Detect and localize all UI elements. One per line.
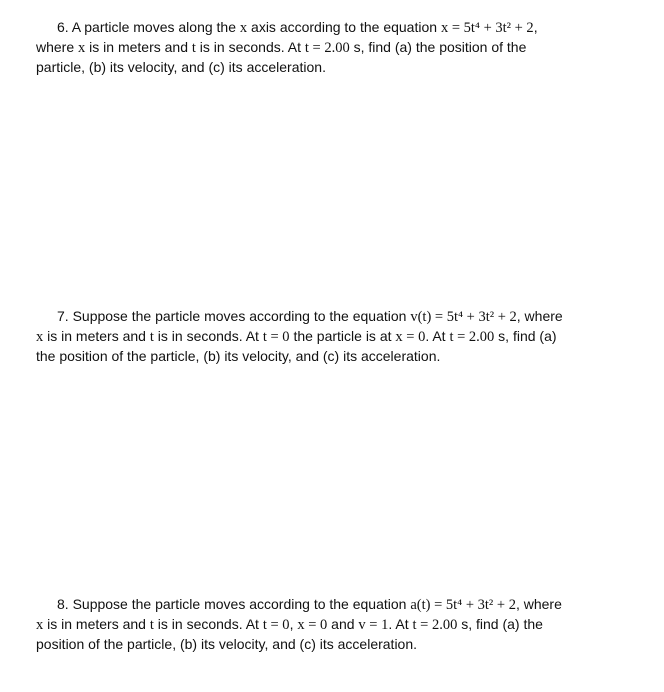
problem-6-line-3: particle, (b) its velocity, and (c) its acceleration. bbox=[36, 59, 326, 75]
problem-7-line-3: the position of the particle, (b) its velocity, and (c) its acceleration. bbox=[36, 348, 441, 364]
problem-7-line-1: 7. Suppose the particle moves according to the equation v(t) = 5t⁴ + 3t² + 2, where bbox=[57, 308, 563, 325]
problem-8-line-2: x is in meters and t is in seconds. At t = 0, x = 0 and v = 1. At t = 2.00 s, find (a) the bbox=[36, 616, 543, 633]
problem-8-line-1: 8. Suppose the particle moves according to the equation a(t) = 5t⁴ + 3t² + 2, where bbox=[57, 596, 562, 613]
problem-6-line-1: 6. A particle moves along the x axis according to the equation x = 5t⁴ + 3t² + 2, bbox=[57, 19, 538, 36]
problem-6-line-2: where x is in meters and t is in seconds. At t = 2.00 s, find (a) the position of the bbox=[36, 39, 527, 56]
problem-6 bbox=[36, 18, 636, 77]
problem-7 bbox=[36, 307, 636, 366]
problem-8-line-3: position of the particle, (b) its velocity, and (c) its acceleration. bbox=[36, 636, 418, 652]
problem-7-line-2: x is in meters and t is in seconds. At t = 0 the particle is at x = 0. At t = 2.00 s, find (a) bbox=[36, 328, 557, 345]
problem-8 bbox=[36, 595, 636, 654]
